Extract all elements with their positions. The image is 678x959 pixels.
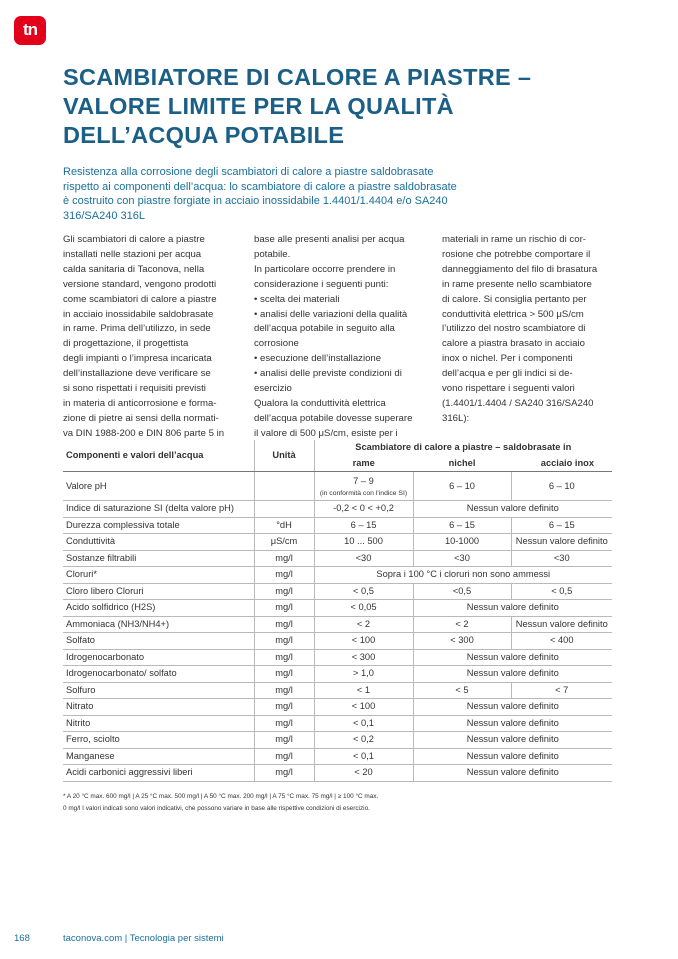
- ph-rame-value: 7 – 9: [353, 475, 374, 486]
- unit-cell: mg/l: [254, 748, 314, 765]
- intro-line: Resistenza alla corrosione degli scambiatori di calore a piastre saldobrasate: [63, 166, 434, 178]
- intro-line: 316/SA240 316L: [63, 209, 145, 222]
- unit-cell: mg/l: [254, 567, 314, 584]
- body-column-3: [442, 233, 622, 427]
- value-nichel-inox: Nessun valore definito: [413, 715, 612, 732]
- component-name: Sostanze filtrabili: [63, 550, 254, 567]
- component-name: Idrogenocarbonato/ solfato: [63, 666, 254, 683]
- text-line: zione di pietre ai sensi della normati-: [63, 412, 219, 424]
- table-row: [63, 633, 612, 650]
- table-row: [63, 682, 612, 699]
- table-row: [63, 699, 612, 716]
- value-rame: < 0,5: [314, 583, 413, 600]
- text-line: dell’acqua e per gli indici si de-: [442, 368, 573, 380]
- text-line: dell’acqua potabile in seguito alla: [254, 323, 395, 335]
- text-line: degli impianti o l’impresa incaricata: [63, 353, 212, 365]
- component-name: Solfato: [63, 633, 254, 650]
- body-column-1: [63, 233, 243, 442]
- value-nichel: < 5: [413, 682, 511, 699]
- text-line: • analisi delle previste condizioni di: [254, 368, 402, 380]
- value-nichel: < 300: [413, 633, 511, 650]
- value-inox: < 7: [511, 682, 612, 699]
- text-line: (1.4401/1.4404 / SA240 316/SA240: [442, 397, 594, 409]
- unit-cell: mg/l: [254, 666, 314, 683]
- unit-cell: [254, 472, 314, 501]
- value-rame: < 0,1: [314, 748, 413, 765]
- table-row: [63, 501, 612, 518]
- text-line: in rame. Prima dell’utilizzo, in sede: [63, 323, 211, 335]
- value-rame: < 100: [314, 633, 413, 650]
- table-row: [63, 765, 612, 782]
- value-nichel-inox: Nessun valore definito: [413, 600, 612, 617]
- text-line: installati nelle stazioni per acqua: [63, 248, 202, 260]
- text-line: di progettazione, il progettista: [63, 338, 189, 350]
- value-nichel: <30: [413, 550, 511, 567]
- text-line: considerazione i seguenti punti:: [254, 278, 389, 290]
- value-inox: 6 – 15: [511, 517, 612, 534]
- text-line: • analisi delle variazioni della qualità: [254, 308, 408, 320]
- unit-cell: mg/l: [254, 732, 314, 749]
- text-line: va DIN 1988-200 e DIN 806 parte 5 in: [63, 427, 225, 439]
- component-name: Cloruri*: [63, 567, 254, 584]
- text-line: versione standard, vengono prodotti: [63, 278, 217, 290]
- table-row: [63, 732, 612, 749]
- text-line: l’utilizzo del nostro scambiatore di: [442, 323, 586, 335]
- table-row: [63, 748, 612, 765]
- header-unit: Unità: [254, 440, 314, 472]
- text-line: danneggiamento del filo di brasatura: [442, 263, 598, 275]
- text-line: in acciaio inossidabile saldobrasate: [63, 308, 214, 320]
- text-line: esercizio: [254, 383, 292, 395]
- unit-cell: mg/l: [254, 616, 314, 633]
- text-line: 316L):: [442, 412, 470, 424]
- table-row: [63, 583, 612, 600]
- value-rame: < 20: [314, 765, 413, 782]
- value-inox: Nessun valore definito: [511, 616, 612, 633]
- component-name: Manganese: [63, 748, 254, 765]
- table-row: [63, 550, 612, 567]
- table-row: [63, 649, 612, 666]
- title-line: DELL’ACQUA POTABILE: [63, 122, 345, 148]
- table-row: [63, 715, 612, 732]
- table-row: [63, 567, 612, 584]
- unit-cell: mg/l: [254, 583, 314, 600]
- value-nichel-inox: Nessun valore definito: [413, 765, 612, 782]
- footnote: * A 20 °C max. 600 mg/l | A 25 °C max. 500 mg/l | A 50 °C max. 200 mg/l | A 75 °C max. 75 mg/l | ≥ 100 °C max.: [63, 793, 379, 800]
- footnotes: [63, 791, 378, 814]
- component-name: Nitrito: [63, 715, 254, 732]
- header-component: Componenti e valori dell’acqua: [63, 440, 254, 472]
- unit-cell: °dH: [254, 517, 314, 534]
- value-nichel: 10-1000: [413, 534, 511, 551]
- table-row: [63, 600, 612, 617]
- component-name: Indice di saturazione SI (delta valore pH): [63, 501, 254, 518]
- text-line: il valore di 500 μS/cm, esiste per i: [254, 427, 398, 439]
- text-line: in rame presente nello scambiatore: [442, 278, 592, 290]
- value-rame: [314, 472, 413, 501]
- unit-cell: mg/l: [254, 682, 314, 699]
- table-row: [63, 666, 612, 683]
- unit-cell: mg/l: [254, 550, 314, 567]
- text-line: • esecuzione dell’installazione: [254, 353, 382, 365]
- value-nichel-inox: Nessun valore definito: [413, 649, 612, 666]
- value-nichel-inox: Nessun valore definito: [413, 666, 612, 683]
- value-rame: 6 – 15: [314, 517, 413, 534]
- component-name: Cloro libero Cloruri: [63, 583, 254, 600]
- value-inox: < 0,5: [511, 583, 612, 600]
- unit-cell: mg/l: [254, 633, 314, 650]
- component-name: Nitrato: [63, 699, 254, 716]
- title-line: VALORE LIMITE PER LA QUALITÀ: [63, 93, 454, 119]
- text-line: corrosione: [254, 338, 299, 350]
- unit-cell: mg/l: [254, 765, 314, 782]
- table-row: [63, 517, 612, 534]
- body-column-2: [254, 233, 434, 442]
- value-nichel-inox: Nessun valore definito: [413, 699, 612, 716]
- text-line: conduttività elettrica > 500 μS/cm: [442, 308, 584, 320]
- component-name: Acido solfidrico (H2S): [63, 600, 254, 617]
- value-all: Sopra i 100 °C i cloruri non sono ammessi: [314, 567, 612, 584]
- text-line: Gli scambiatori di calore a piastre: [63, 234, 205, 245]
- text-line: come scambiatori di calore a piastre: [63, 293, 217, 305]
- intro-line: rispetto ai componenti dell’acqua: lo scambiatore di calore a piastre saldobrasate: [63, 180, 457, 193]
- table-row: [63, 534, 612, 551]
- component-name: Ferro, sciolto: [63, 732, 254, 749]
- text-line: inox o nichel. Per i componenti: [442, 353, 573, 365]
- text-line: Qualora la conduttività elettrica: [254, 397, 386, 409]
- ph-rame-note: (in conformità con l’indice SI): [319, 489, 408, 497]
- value-rame: < 0,2: [314, 732, 413, 749]
- unit-cell: μS/cm: [254, 534, 314, 551]
- value-rame: > 1,0: [314, 666, 413, 683]
- value-rame: < 100: [314, 699, 413, 716]
- value-nichel: <0,5: [413, 583, 511, 600]
- component-name: Solfuro: [63, 682, 254, 699]
- title-line: SCAMBIATORE DI CALORE A PIASTRE –: [63, 64, 532, 90]
- value-rame: < 2: [314, 616, 413, 633]
- text-line: dell’installazione deve verificare se: [63, 368, 211, 380]
- unit-cell: [254, 501, 314, 518]
- value-nichel: 6 – 15: [413, 517, 511, 534]
- value-nichel-inox: Nessun valore definito: [413, 748, 612, 765]
- value-nichel-inox: Nessun valore definito: [413, 501, 612, 518]
- text-line: potabile.: [254, 248, 291, 260]
- unit-cell: mg/l: [254, 699, 314, 716]
- value-inox: <30: [511, 550, 612, 567]
- text-line: base alle presenti analisi per acqua: [254, 234, 405, 245]
- text-line: calda sanitaria di Taconova, nella: [63, 263, 205, 275]
- taconova-logo: tn: [14, 16, 46, 45]
- value-rame: < 0,1: [314, 715, 413, 732]
- value-rame: -0,2 < 0 < +0,2: [314, 501, 413, 518]
- header-nichel: nichel: [413, 456, 511, 472]
- value-rame: < 300: [314, 649, 413, 666]
- text-line: rosione che potrebbe comportare il: [442, 248, 591, 260]
- component-name: Valore pH: [63, 472, 254, 501]
- water-quality-table: [63, 440, 612, 782]
- page-title: [63, 63, 583, 150]
- value-rame: < 1: [314, 682, 413, 699]
- component-name: Idrogenocarbonato: [63, 649, 254, 666]
- table-row: [63, 616, 612, 633]
- text-line: materiali in rame un rischio di cor-: [442, 234, 586, 245]
- header-inox: acciaio inox: [511, 456, 612, 472]
- text-line: si sono rispettati i requisiti previsti: [63, 383, 206, 395]
- text-line: di calore. Si consiglia pertanto per: [442, 293, 587, 305]
- value-nichel-inox: Nessun valore definito: [413, 732, 612, 749]
- value-rame: <30: [314, 550, 413, 567]
- unit-cell: mg/l: [254, 600, 314, 617]
- unit-cell: mg/l: [254, 649, 314, 666]
- component-name: Ammoniaca (NH3/NH4+): [63, 616, 254, 633]
- header-rame: rame: [314, 456, 413, 472]
- unit-cell: mg/l: [254, 715, 314, 732]
- text-line: dell’acqua potabile dovesse superare: [254, 412, 413, 424]
- header-group: Scambiatore di calore a piastre – saldobrasate in: [314, 440, 612, 456]
- component-name: Acidi carbonici aggressivi liberi: [63, 765, 254, 782]
- footer-text: taconova.com | Tecnologia per sistemi: [63, 933, 224, 944]
- value-rame: < 0,05: [314, 600, 413, 617]
- page-number: 168: [14, 933, 30, 944]
- value-rame: 10 ... 500: [314, 534, 413, 551]
- footnote: 0 mg/l I valori indicati sono valori indicativi, che possono variare in base alle rispettive condizioni di esercizio.: [63, 804, 370, 812]
- text-line: • scelta dei materiali: [254, 293, 340, 305]
- text-line: In particolare occorre prendere in: [254, 263, 396, 275]
- text-line: in materia di anticorrosione e forma-: [63, 397, 217, 409]
- component-name: Conduttività: [63, 534, 254, 551]
- value-nichel: < 2: [413, 616, 511, 633]
- table-row: [63, 472, 612, 501]
- text-line: calore a piastra brasato in acciaio: [442, 338, 585, 350]
- intro-line: è costruito con piastre forgiate in acciaio inossidabile 1.4401/1.4404 e/o SA240: [63, 195, 448, 208]
- intro-paragraph: [63, 165, 503, 223]
- value-inox: < 400: [511, 633, 612, 650]
- value-inox: Nessun valore definito: [511, 534, 612, 551]
- value-nichel: 6 – 10: [413, 472, 511, 501]
- component-name: Durezza complessiva totale: [63, 517, 254, 534]
- value-inox: 6 – 10: [511, 472, 612, 501]
- text-line: vono rispettare i seguenti valori: [442, 383, 575, 395]
